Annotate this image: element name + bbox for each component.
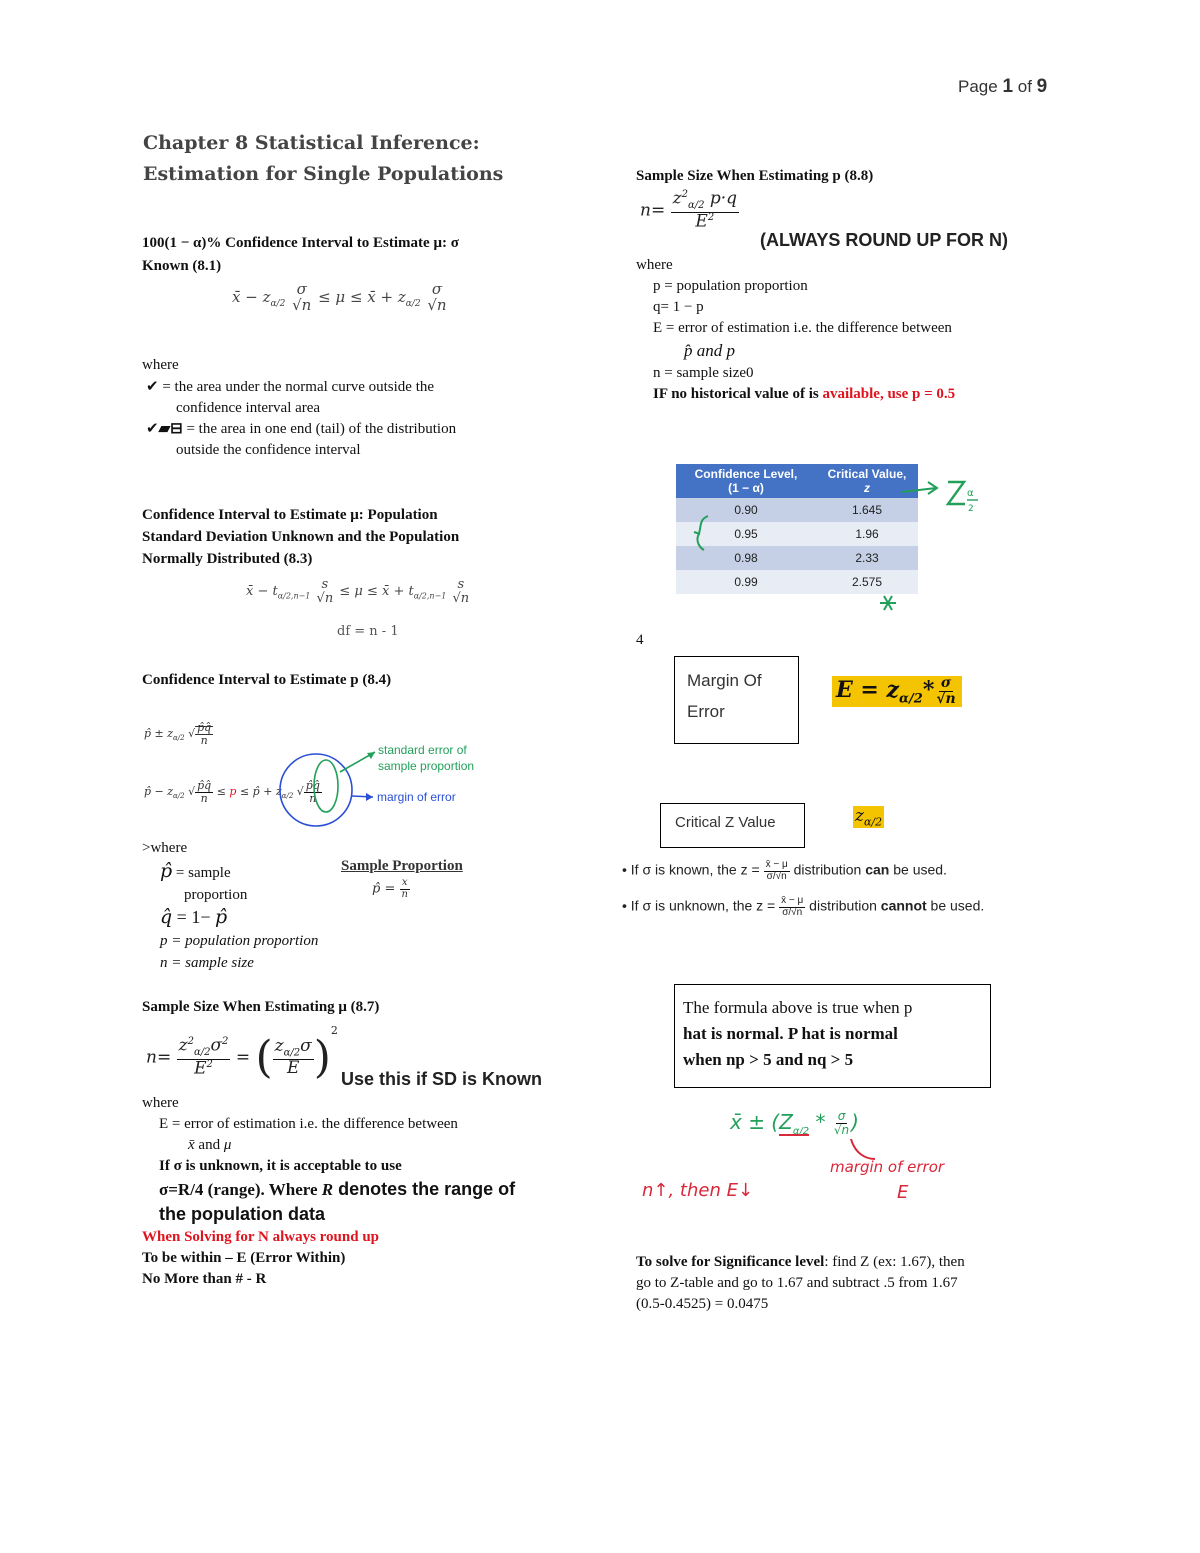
known-c: can xyxy=(865,861,890,878)
title-line-1: Chapter 8 Statistical Inference: xyxy=(143,132,480,154)
handwritten-brace-annotation xyxy=(680,470,1000,630)
glyph-icon: ▰⊟ xyxy=(158,421,183,437)
section-8-8-where: where xyxy=(636,257,673,273)
unknown-d: be used. xyxy=(926,897,985,914)
significance-part1: To solve for Significance level xyxy=(636,1254,825,1270)
unknown-b: distribution xyxy=(805,897,881,914)
check-icon: ✔ xyxy=(146,379,159,395)
table-cell-level: 0.95 xyxy=(676,522,816,546)
normality-line1: The formula above is true when p xyxy=(683,998,913,1017)
section-8-8-q-def: q= 1 − p xyxy=(653,299,704,315)
historical-value-note xyxy=(636,384,955,405)
significance-line2: go to Z-table and go to 1.67 and subtract .5 from 1.67 xyxy=(636,1275,958,1291)
sigma-unknown-2b: R xyxy=(321,1180,334,1199)
no-more-note: No More than # - R xyxy=(142,1271,267,1287)
significance-part2: : find Z (ex: 1.67), then xyxy=(824,1254,965,1270)
critical-z-box: Critical Z Value xyxy=(660,803,805,848)
formula-8-4-a: p̂ ± $z_{\alpha/2}$ √ $\frac{p̂q̂}{n}$ xyxy=(144,721,212,747)
table-header-level-1: Confidence Level, xyxy=(694,467,798,481)
significance-line1 xyxy=(636,1252,965,1273)
section-8-7-heading: Sample Size When Estimating μ (8.7) xyxy=(142,999,380,1015)
page-prefix: Page xyxy=(958,77,1003,96)
section-8-1-heading xyxy=(142,232,459,278)
bullet-alpha-cont: confidence interval area xyxy=(176,400,321,416)
title-line-2: Estimation for Single Populations xyxy=(143,163,504,185)
page-total: 9 xyxy=(1036,76,1048,97)
formula-8-8: n= $\frac{z^2_{\alpha/2} p\cdot q}{E^2}$ xyxy=(640,188,738,232)
sigma-unknown-line2 xyxy=(142,1177,515,1202)
margin-of-error-box xyxy=(674,656,799,744)
section-8-8-e-def: E = error of estimation i.e. the difference between xyxy=(653,320,952,336)
unknown-a: If σ is unknown, the z = xyxy=(630,897,780,914)
stray-number: 4 xyxy=(636,632,644,648)
hist-b: available, use p = 0.5 xyxy=(822,386,956,402)
n-definition: n = sample size xyxy=(160,955,254,971)
hist-a: IF no historical value of is xyxy=(653,386,823,402)
table-cell-level: 0.90 xyxy=(676,498,816,522)
significance-line3: (0.5-0.4525) = 0.0475 xyxy=(636,1296,769,1312)
section-8-8-p-def: p = population proportion xyxy=(653,278,808,294)
page-number xyxy=(958,76,1047,98)
normality-note-box xyxy=(674,984,991,1088)
table-cell-z: 1.645 xyxy=(816,498,918,522)
handwritten-ci-formula: x̄ ± ($Z_{\alpha/2}$ * $\frac{\sigma}{√n}$ ) xyxy=(730,1109,859,1137)
sample-proportion-title: Sample Proportion xyxy=(341,858,463,874)
svg-text:2: 2 xyxy=(968,504,974,514)
section-8-1-where: where xyxy=(142,357,179,373)
qhat-definition: q̂ = 1− p̂ xyxy=(160,906,228,928)
margin-of-error-formula: $E = z_{\alpha/2}*$ $\frac{\sigma}{√n}$ xyxy=(832,676,962,707)
known-d: be used. xyxy=(889,861,947,878)
normality-line2: hat is normal. P hat is normal xyxy=(683,1024,898,1043)
section-8-8-e-def-2: p̂ and p xyxy=(684,341,735,360)
check-icon: ✔ xyxy=(146,421,159,437)
round-up-note: When Solving for N always round up xyxy=(142,1229,380,1245)
table-cell-z: 2.33 xyxy=(816,546,918,570)
sigma-unknown-line1: If σ is unknown, it is acceptable to use xyxy=(159,1158,402,1174)
section-8-1-heading-line1: 100(1 − α)% Confidence Interval to Estimate μ: σ xyxy=(142,235,459,251)
formula-8-1: x̄ − $z_{\alpha/2}$ σ √n ≤ μ ≤ x̄ + $z_{\alpha/2}$ σ √n xyxy=(232,280,447,314)
section-8-7-e-def: E = error of estimation i.e. the difference between xyxy=(159,1116,458,1132)
margin-box-line1: Margin Of xyxy=(687,671,762,690)
formula-8-4-b: p̂ − $z_{\alpha/2}$ √ $\frac{p̂q̂}{n}$ ≤ p ≤ p̂ + $z_{\alpha/2}$ √ $\frac{p̂q̂}{n}$ xyxy=(144,779,320,805)
section-8-1-heading-line2: Known (8.1) xyxy=(142,258,222,274)
sample-proportion-formula: p̂ = $\frac{x}{n}$ xyxy=(372,877,408,900)
section-8-4-where: >where xyxy=(142,840,188,856)
bullet-alpha-text: = the area under the normal curve outside the xyxy=(158,379,435,395)
page-title xyxy=(143,128,503,190)
section-8-3-heading-line1: Confidence Interval to Estimate μ: Population xyxy=(142,507,438,523)
bullet-alpha-half xyxy=(146,419,456,440)
section-8-8-n-def: n = sample size0 xyxy=(653,365,754,381)
handwritten-e-label: E xyxy=(897,1182,909,1203)
section-8-3-heading-line2: Standard Deviation Unknown and the Population xyxy=(142,529,460,545)
phat-definition-cont: proportion xyxy=(184,887,248,903)
known-a: If σ is known, the z = xyxy=(630,861,764,878)
table-header-z-2: z xyxy=(864,481,870,495)
table-header-z-1: Critical Value, xyxy=(827,467,907,481)
section-8-1-bullets xyxy=(146,377,456,461)
section-8-7-where: where xyxy=(142,1095,179,1111)
significance-note xyxy=(636,1252,965,1315)
table-cell-level: 0.99 xyxy=(676,570,816,594)
bullet-alpha-half-cont: outside the confidence interval xyxy=(176,442,361,458)
z-unknown-bullet: • If σ is unknown, the z = $\frac{x̄ - \mu}{\sigma/√n}$ distribution cannot be used. xyxy=(622,895,985,918)
formula-df: df = n - 1 xyxy=(337,624,399,639)
e-def2-text: and xyxy=(194,1137,224,1153)
section-8-3-heading-line3: Normally Distributed (8.3) xyxy=(142,551,313,567)
table-cell-z: 2.575 xyxy=(816,570,918,594)
section-8-7-e-def-2: x̄ and μ xyxy=(188,1137,232,1153)
table-cell-z: 1.96 xyxy=(816,522,918,546)
formula-8-7: n= $\frac{z^2_{\alpha/2}\sigma^2}{E^2}$ = ( $\frac{z_{\alpha/2}\sigma}{E}$ )$^2$ xyxy=(146,1024,338,1083)
normality-line3: when np > 5 and nq > 5 xyxy=(683,1050,854,1069)
svg-text:α: α xyxy=(967,488,974,499)
table-header-level-2: (1 − α) xyxy=(728,481,764,495)
unknown-c: cannot xyxy=(880,897,927,914)
sigma-unknown-2a: σ=R/4 (range). Where xyxy=(159,1180,322,1199)
section-8-4-heading: Confidence Interval to Estimate p (8.4) xyxy=(142,672,392,688)
table-cell-level: 0.98 xyxy=(676,546,816,570)
margin-box-line2: Error xyxy=(687,702,725,721)
phat-def-text: = sample xyxy=(172,865,231,881)
use-if-sd-known: Use this if SD is Known xyxy=(341,1069,543,1089)
sigma-unknown-line3: the population data xyxy=(159,1204,325,1224)
standard-error-line2: sample proportion xyxy=(378,759,475,773)
page-current: 1 xyxy=(1002,76,1014,97)
bullet-alpha xyxy=(146,377,456,398)
always-round-up-note: (ALWAYS ROUND UP FOR N) xyxy=(760,230,1009,250)
page-of: of xyxy=(1013,77,1037,96)
bullet-alpha-half-text: = the area in one end (tail) of the distribution xyxy=(182,421,457,437)
qhat-def-text: = 1− xyxy=(172,907,215,927)
standard-error-label xyxy=(378,742,474,774)
standard-error-line1: standard error of xyxy=(378,743,467,757)
section-8-8-body xyxy=(636,255,955,405)
formula-8-3: x̄ − $t_{\alpha/2,n-1}$ s √n ≤ μ ≤ x̄ + $t_{\alpha/2,n-1}$ s √n xyxy=(246,577,470,606)
within-note: To be within – E (Error Within) xyxy=(142,1250,346,1266)
sigma-unknown-2c: denotes the range of xyxy=(333,1179,516,1199)
section-8-7-body xyxy=(142,1093,515,1290)
handwritten-margin-label: margin of error xyxy=(830,1158,945,1176)
z-known-bullet: • If σ is known, the z = $\frac{x̄ - \mu}{\sigma/√n}$ distribution can be used. xyxy=(622,859,947,882)
section-8-4-definitions xyxy=(160,860,318,974)
phat-definition: p̂ = sample xyxy=(160,860,231,882)
p-definition: p = population proportion xyxy=(160,933,319,949)
section-8-8-heading: Sample Size When Estimating p (8.8) xyxy=(636,168,874,184)
handwritten-n-up: n↑, then E↓ xyxy=(642,1180,754,1201)
margin-of-error-label: margin of error xyxy=(377,790,456,804)
critical-z-symbol: $z_{\alpha/2}$ xyxy=(855,806,883,829)
known-b: distribution xyxy=(789,861,866,878)
section-8-3-heading xyxy=(142,504,459,570)
